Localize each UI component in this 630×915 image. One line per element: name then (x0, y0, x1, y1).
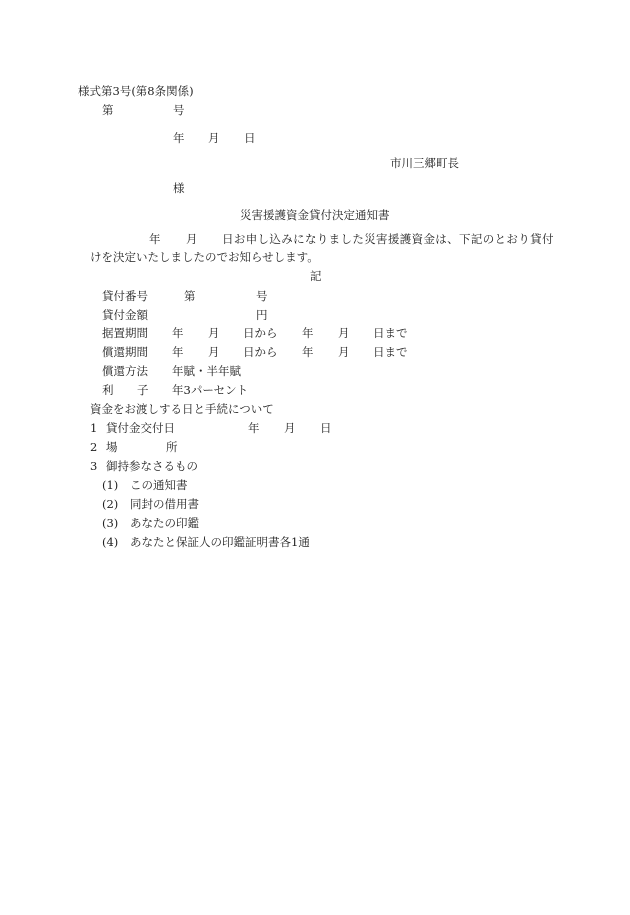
addressee-suffix: 様 (173, 181, 185, 195)
loan-amount-unit: 円 (256, 308, 268, 322)
interest-label-a: 利 (102, 383, 114, 397)
body-line-2: けを決定いたしましたのでお知らせします。 (90, 250, 319, 264)
issuer-name: 市川三郷町長 (390, 156, 459, 170)
procedure-item-2-label-b: 所 (166, 440, 178, 454)
procedure-item-1-label: 貸付金交付日 (106, 421, 175, 435)
subitem-1-text: この通知書 (130, 478, 188, 492)
deferral-end-month: 月 (338, 326, 350, 340)
repayment-method-value: 年賦・半年賦 (172, 364, 241, 378)
interest-value: 年3パーセント (172, 383, 249, 397)
body-year: 年 (149, 232, 161, 246)
body-line-1: 日お申し込みになりました災害援護資金は、下記のとおり貸付 (222, 232, 554, 246)
loan-amount-label: 貸付金額 (102, 308, 148, 322)
repayment-end-day: 日まで (373, 345, 408, 359)
repayment-end-year: 年 (302, 345, 314, 359)
subitem-4-num: (4) (102, 535, 119, 549)
deferral-start-year: 年 (172, 326, 184, 340)
ki-marker: 記 (310, 269, 322, 283)
deferral-end-year: 年 (302, 326, 314, 340)
delivery-date-day: 日 (320, 421, 332, 435)
procedure-heading: 資金をお渡しする日と手続について (90, 402, 274, 416)
date-year: 年 (173, 131, 185, 145)
procedure-item-3-label: 御持参なさるもの (106, 459, 198, 473)
repayment-method-label: 償還方法 (102, 364, 148, 378)
delivery-date-month: 月 (284, 421, 296, 435)
subitem-3-num: (3) (102, 516, 119, 530)
subitem-1-num: (1) (102, 478, 119, 492)
body-month: 月 (186, 232, 198, 246)
deferral-start-month: 月 (208, 326, 220, 340)
delivery-date-year: 年 (248, 421, 260, 435)
deferral-end-day: 日まで (373, 326, 408, 340)
repayment-start-day: 日から (243, 345, 278, 359)
loan-number-suffix: 号 (256, 289, 268, 303)
deferral-period-label: 据置期間 (102, 326, 148, 340)
form-label: 様式第3号(第8条関係) (78, 84, 194, 98)
subitem-2-text: 同封の借用書 (130, 497, 199, 511)
repayment-start-month: 月 (208, 345, 220, 359)
subitem-3-text: あなたの印鑑 (130, 516, 199, 530)
deferral-start-day: 日から (243, 326, 278, 340)
repayment-period-label: 償還期間 (102, 345, 148, 359)
loan-number-prefix: 第 (184, 289, 196, 303)
repayment-start-year: 年 (172, 345, 184, 359)
procedure-item-3-num: 3 (90, 459, 98, 473)
loan-number-label: 貸付番号 (102, 289, 148, 303)
procedure-item-1-num: 1 (90, 421, 98, 435)
subitem-2-num: (2) (102, 497, 119, 511)
date-month: 月 (208, 131, 220, 145)
document-number-suffix: 号 (173, 103, 185, 117)
document-number-prefix: 第 (102, 103, 114, 117)
procedure-item-2-label-a: 場 (106, 440, 118, 454)
subitem-4-text: あなたと保証人の印鑑証明書各1通 (130, 535, 310, 549)
document-title: 災害援護資金貸付決定通知書 (240, 208, 390, 222)
date-day: 日 (244, 131, 256, 145)
interest-label-b: 子 (137, 383, 149, 397)
procedure-item-2-num: 2 (90, 440, 98, 454)
repayment-end-month: 月 (338, 345, 350, 359)
